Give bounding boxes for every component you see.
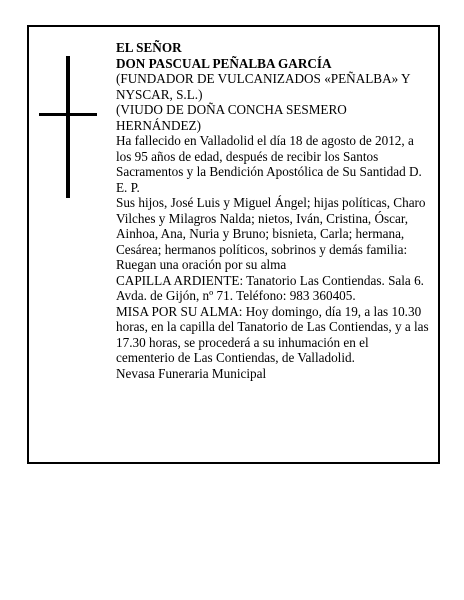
obituary-notice — [27, 25, 440, 464]
family-list: Sus hijos, José Luis y Miguel Ángel; hijas políticas, Charo Vilches y Milagros Nalda; nietos, Iván, Cristina, Óscar, Ainhoa, Ana, Nuria y Bruno; bisnieta, Carla; hermana, Cesárea; hermanos políticos, sobrinos y demás familia: — [116, 195, 426, 257]
cross-horizontal-bar — [39, 113, 97, 116]
chapel-info: CAPILLA ARDIENTE: Tanatorio Las Contiendas. Sala 6. Avda. de Gijón, nº 71. Teléfono: 983 360405. — [116, 272, 424, 303]
death-announcement: Ha fallecido en Valladolid el día 18 de agosto de 2012, a los 95 años de edad, después de recibir los Santos Sacramentos y la Bendición Apostólica de Su Santidad D. E. P. — [116, 133, 422, 195]
obituary-text — [116, 40, 430, 381]
prayer-request: Ruegan una oración por su alma — [116, 257, 287, 272]
funeral-home: Nevasa Funeraria Municipal — [116, 365, 267, 381]
cross-icon — [39, 56, 97, 198]
mass-info: MISA POR SU ALMA: Hoy domingo, día 19, a las 10.30 horas, en la capilla del Tanatorio de Las Contiendas, y a las 17.30 horas, se procederá a su inhumación en el cementerio de Las Contiendas, de Valladolid. — [116, 303, 429, 365]
notice-header: EL SEÑOR — [116, 40, 182, 55]
founder-line: (FUNDADOR DE VULCANIZADOS «PEÑALBA» Y NYSCAR, S.L.) — [116, 71, 411, 102]
widower-line: (VIUDO DE DOÑA CONCHA SESMERO HERNÁNDEZ) — [116, 102, 347, 133]
cross-vertical-bar — [66, 56, 70, 198]
deceased-name: DON PASCUAL PEÑALBA GARCÍA — [116, 55, 332, 71]
